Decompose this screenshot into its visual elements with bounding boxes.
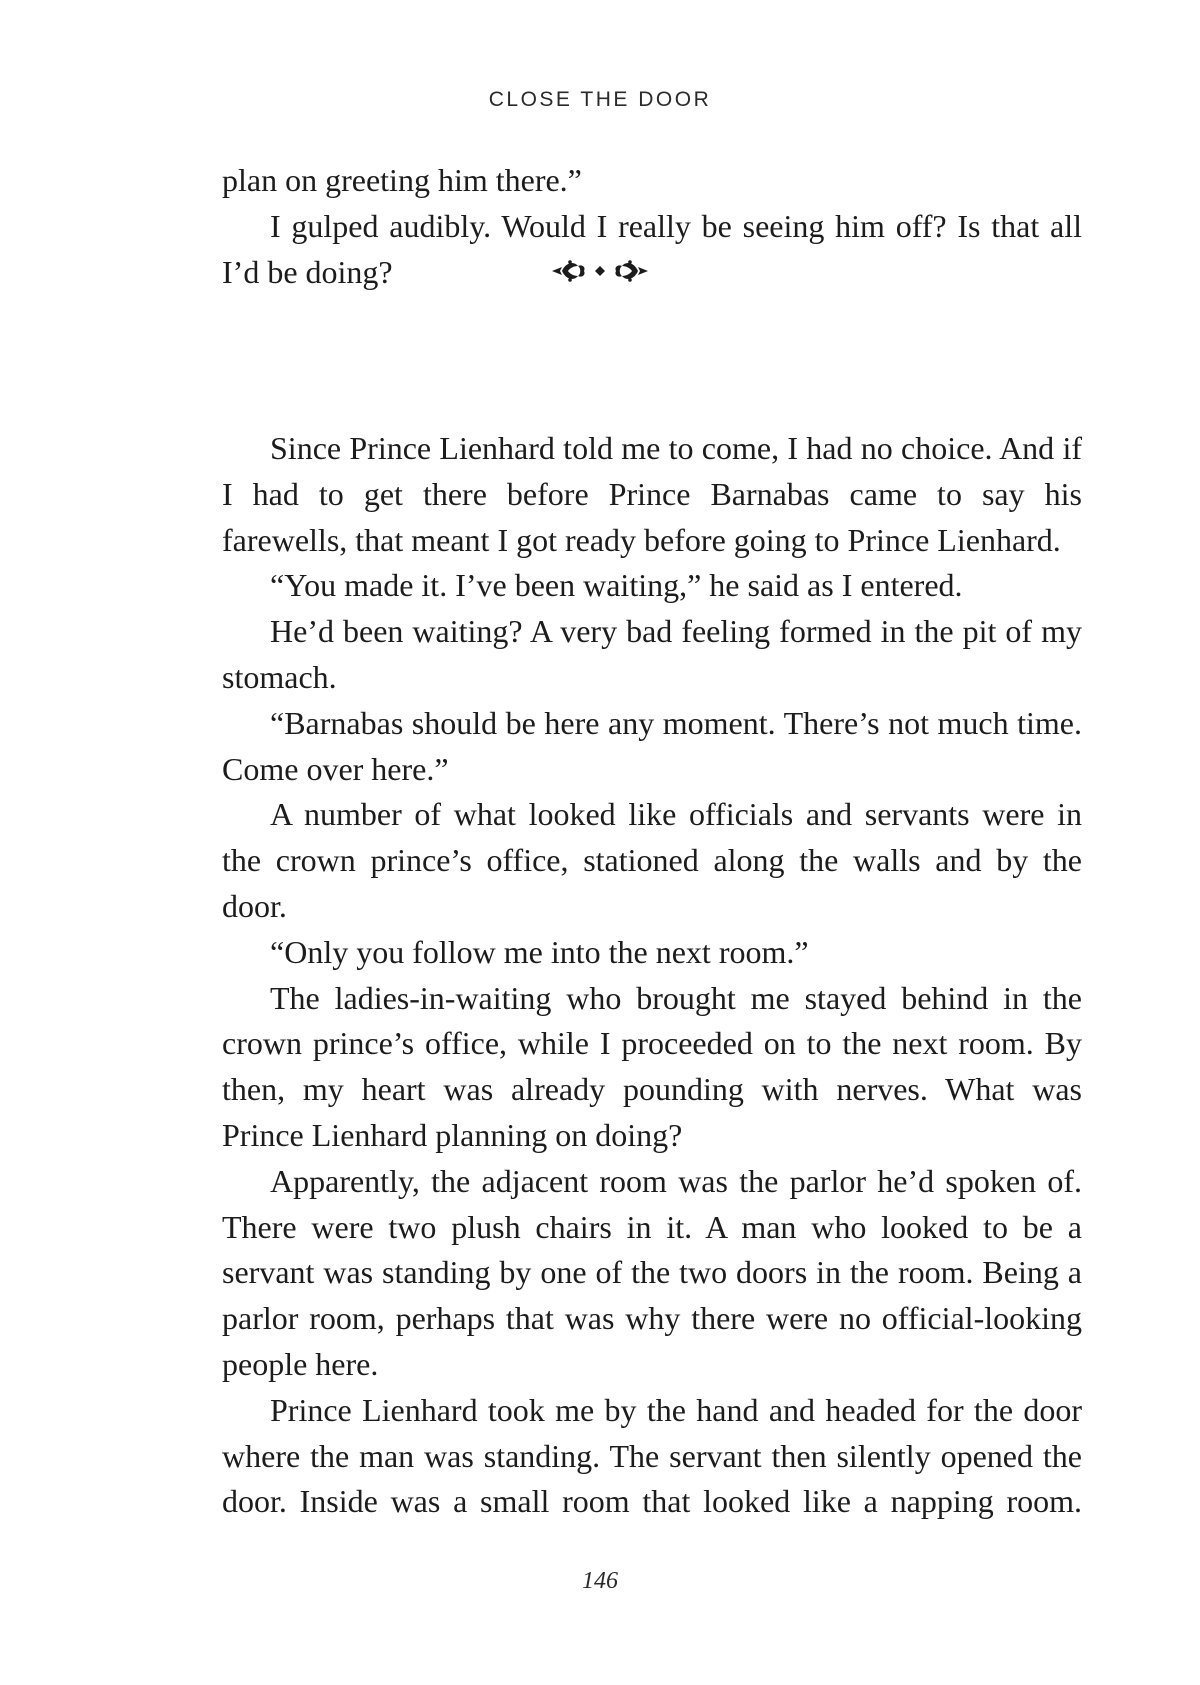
running-head-title: CLOSE THE DOOR [488,88,712,111]
paragraph: “Barnabas should be here any moment. There’s not much time. Come over here.” [222,704,1082,787]
paragraph: “You made it. I’ve been waiting,” he said as I entered. [270,567,963,604]
page-number: 146 [582,1568,618,1594]
paragraph: “Only you follow me into the next room.” [270,933,809,970]
section-break-ornament [0,258,1200,288]
paragraph: I gulped audibly. Would I really be seeing him off? Is that all I’d be doing? [222,207,1082,290]
paragraph: A number of what looked like officials and servants were in the crown prince’s office, stationed along the walls and by the door. [222,796,1082,924]
paragraph: Apparently, the adjacent room was the parlor he’d spoken of. There were two plush chairs in it. A man who looked to be a servant was standing by one of the two doors in the room. Being a parlor room, perhaps that was why there were no official-looking people here. [222,1162,1082,1382]
text-block-main [222,426,1082,1525]
paragraph-continuation: plan on greeting him there.” [222,162,582,198]
paragraph: Prince Lienhard took me by the hand and headed for the door where the man was standing. The servant then silently opened the door. Inside was a small room that looked like a napping room. [222,1391,1082,1520]
paragraph: The ladies-in-waiting who brought me stayed behind in the crown prince’s office, while I proceeded on to the next room. By then, my heart was already pounding with nerves. What was Prince Lienhard planning on doing? [222,979,1082,1153]
paragraph: He’d been waiting? A very bad feeling formed in the pit of my stomach. [222,613,1082,695]
paragraph: Since Prince Lienhard told me to come, I had no choice. And if I had to get there before Prince Barnabas came to say his farewells, that meant I got ready before going to Prince Lienhard. [222,430,1082,558]
fleuron-section-break-icon [550,258,650,284]
